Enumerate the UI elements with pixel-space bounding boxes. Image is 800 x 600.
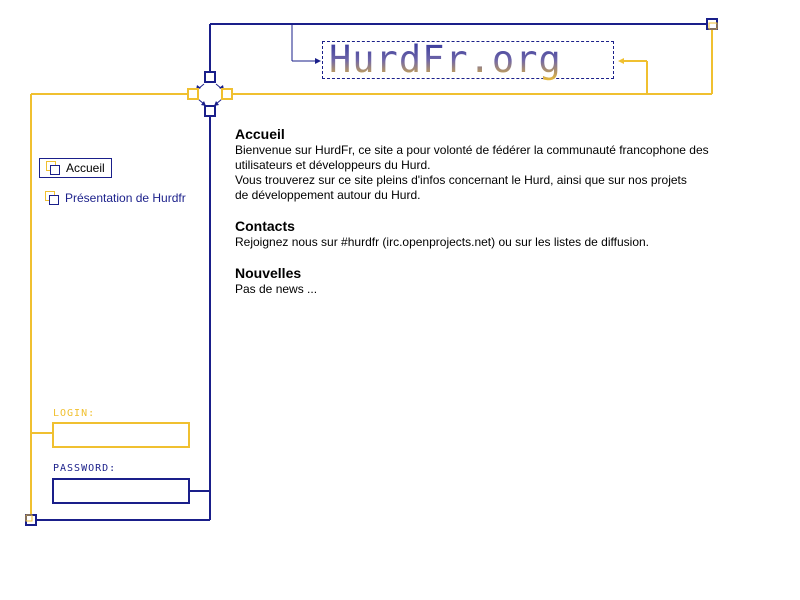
section-text-line: Vous trouverez sur ce site pleins d'infos concernant le Hurd, ainsi que sur nos projets <box>235 173 687 187</box>
nav-item-accueil[interactable] <box>39 158 112 178</box>
login-label: LOGIN: <box>53 408 96 419</box>
section-text-line: de développement autour du Hurd. <box>235 188 421 202</box>
password-label: PASSWORD: <box>53 463 117 474</box>
nav-item-presentation[interactable] <box>45 189 186 207</box>
section-nouvelles <box>235 265 735 297</box>
section-text-line: utilisateurs et développeurs du Hurd. <box>235 158 431 172</box>
site-logo[interactable] <box>322 38 614 81</box>
square-bullet-icon <box>45 191 59 205</box>
nav-item-label: Accueil <box>66 161 105 175</box>
section-title: Contacts <box>235 218 295 234</box>
section-text-line: Bienvenue sur HurdFr, ce site a pour volonté de fédérer la communauté francophone des <box>235 143 709 157</box>
section-accueil <box>235 126 735 203</box>
site-logo-text: HurdFr.org <box>329 38 562 81</box>
password-input[interactable] <box>52 478 190 504</box>
section-contacts <box>235 218 735 250</box>
login-input[interactable] <box>52 422 190 448</box>
square-bullet-icon <box>46 161 60 175</box>
section-title: Accueil <box>235 126 285 142</box>
section-text-line: Rejoignez nous sur #hurdfr (irc.openprojects.net) ou sur les listes de diffusion. <box>235 235 649 249</box>
section-text-line: Pas de news ... <box>235 282 318 296</box>
main-content <box>235 126 735 312</box>
section-title: Nouvelles <box>235 265 302 281</box>
nav-item-label: Présentation de Hurdfr <box>65 191 186 205</box>
